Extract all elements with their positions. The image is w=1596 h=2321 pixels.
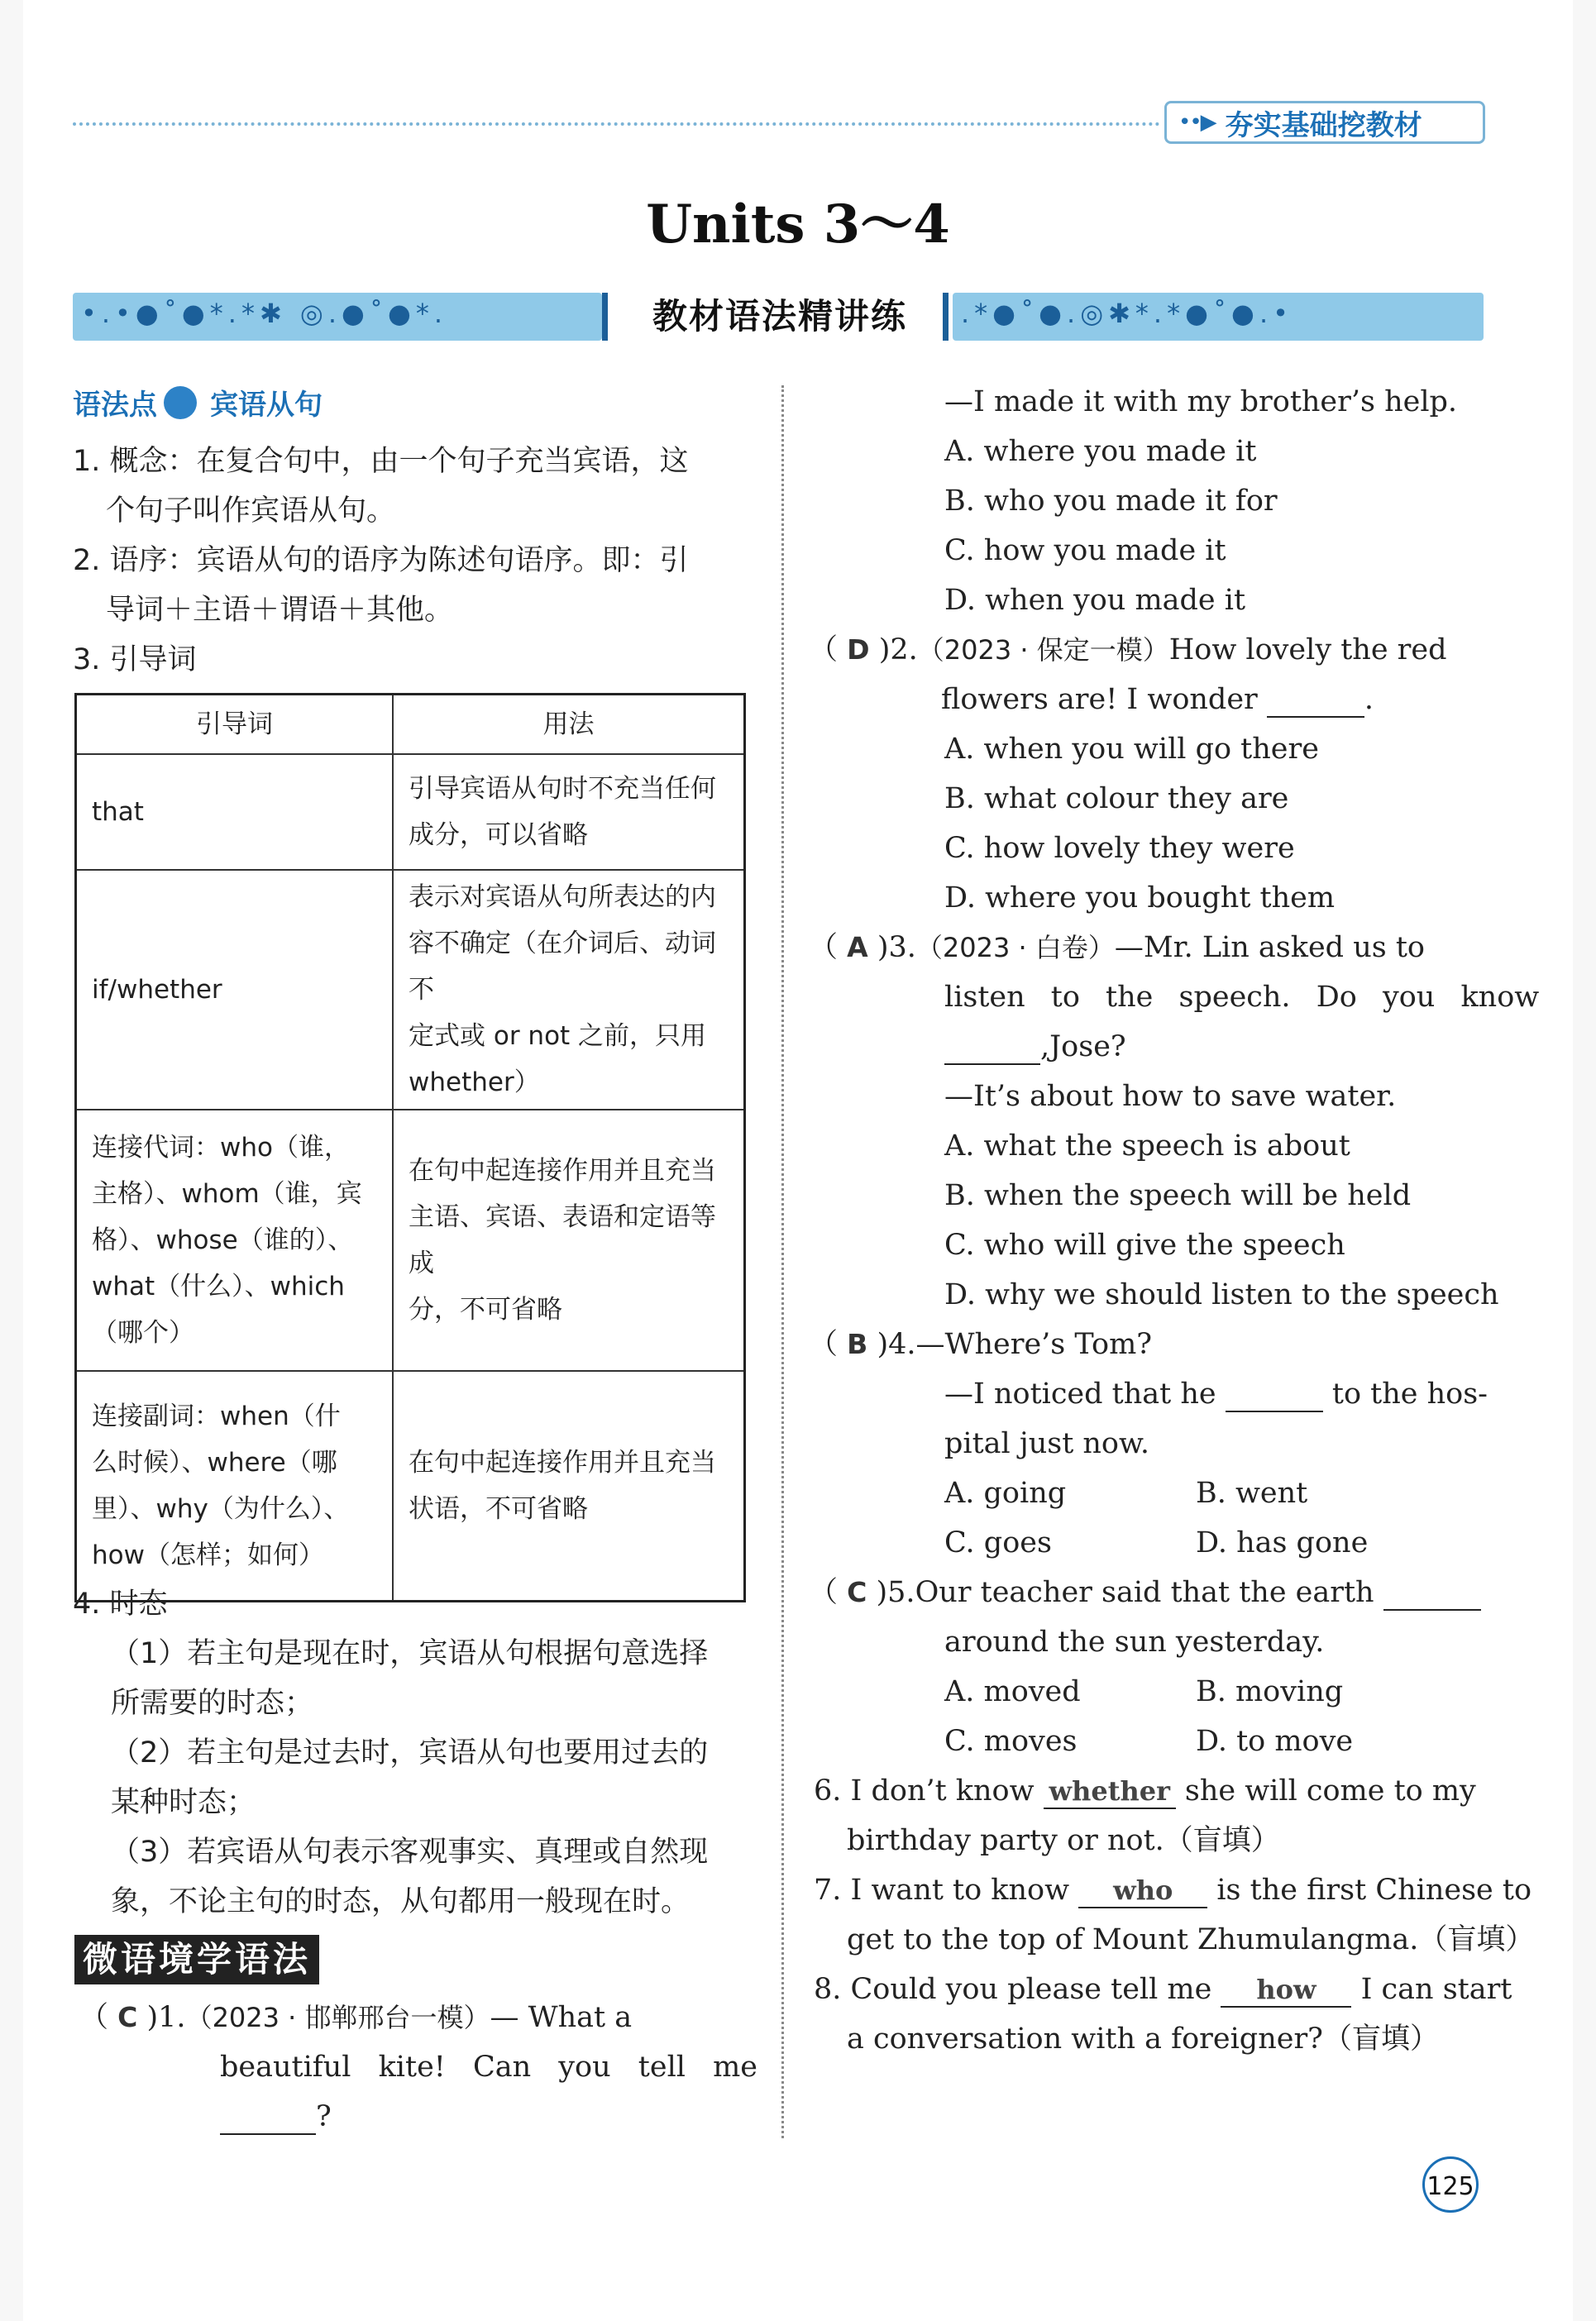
option: C. moves bbox=[944, 1725, 1078, 1758]
question-stem: How lovely the red bbox=[1168, 633, 1447, 666]
question-7-cont: get to the top of Mount Zhumulangma.（盲填） bbox=[847, 1923, 1535, 1956]
tense-rule-cont: 所需要的时态； bbox=[111, 1687, 314, 1720]
question-stem: to the hos- bbox=[1331, 1378, 1488, 1411]
section-tag-label: 夯实基础挖教材 bbox=[1225, 108, 1422, 142]
cell-line: 格）、whose（谁的）、 bbox=[92, 1225, 354, 1255]
option: C. how lovely they were bbox=[944, 832, 1295, 865]
question-stem: ,Jose? bbox=[1040, 1030, 1126, 1063]
table-header-row bbox=[76, 695, 745, 755]
grammar-point-label: 语法点 bbox=[73, 389, 157, 422]
answer-blank bbox=[1226, 1378, 1323, 1412]
question-3: （ A )3.（2023 · 白卷）—Mr. Lin asked us to bbox=[809, 931, 1425, 964]
question-stem: Our teacher said that the earth bbox=[915, 1576, 1374, 1609]
option: B. what colour they are bbox=[944, 782, 1289, 815]
answer-mark: C bbox=[117, 2001, 138, 2033]
question-3-reply: —It’s about how to save water. bbox=[944, 1080, 1397, 1113]
question-5-stem: around the sun yesterday. bbox=[944, 1626, 1325, 1659]
cell-line: 么时候）、where（哪 bbox=[92, 1447, 337, 1478]
question-stem: she will come to my bbox=[1184, 1774, 1476, 1808]
table-row bbox=[76, 1110, 745, 1371]
cell-line: 定式或 or not 之前，只用 bbox=[409, 1021, 707, 1051]
answer-blank bbox=[944, 1030, 1040, 1065]
option: A. what the speech is about bbox=[944, 1129, 1350, 1163]
option: B. who you made it for bbox=[944, 485, 1278, 518]
table-header: 用法 bbox=[393, 695, 745, 755]
cell-line: （哪个） bbox=[92, 1318, 194, 1348]
cell-line: 分，不可省略 bbox=[409, 1295, 562, 1325]
banner-divider bbox=[602, 293, 608, 341]
question-stem: —Where’s Tom? bbox=[915, 1328, 1153, 1361]
option: D. where you bought them bbox=[944, 881, 1336, 915]
question-source: （2023 · 白卷） bbox=[915, 932, 1115, 963]
answer-mark: A bbox=[847, 931, 868, 963]
question-source: （2023 · 保定一模） bbox=[917, 634, 1169, 666]
table-cell bbox=[76, 1110, 394, 1371]
section-subtitle: 微语境学语法 bbox=[74, 1935, 319, 1984]
question-8 bbox=[814, 1965, 1512, 2014]
question-stem: —I noticed that he bbox=[944, 1378, 1216, 1411]
question-6 bbox=[814, 1766, 1476, 1816]
cell-line: 连接代词：who（谁， bbox=[92, 1133, 350, 1163]
option: A. moved bbox=[944, 1675, 1081, 1708]
answer-blank bbox=[1267, 683, 1364, 718]
note-word-order: 2. 语序：宾语从句的语序为陈述句语序。即：引 bbox=[73, 544, 689, 577]
page-title: Units 3～4 bbox=[646, 193, 950, 256]
connector-table bbox=[74, 693, 746, 1602]
option: B. moving bbox=[1196, 1675, 1344, 1708]
table-cell bbox=[393, 870, 745, 1110]
cell-line: 表示对宾语从句所表达的内 bbox=[409, 882, 716, 912]
table-cell bbox=[393, 754, 745, 870]
cell-line: 引导宾语从句时不充当任何 bbox=[409, 774, 716, 804]
question-stem: 8. Could you please tell me bbox=[814, 1973, 1212, 2006]
question-6-cont: birthday party or not.（盲填） bbox=[847, 1824, 1280, 1857]
question-1-reply: —I made it with my brother’s help. bbox=[944, 385, 1458, 418]
cell-line: 在句中起连接作用并且充当 bbox=[409, 1156, 716, 1186]
question-4-stem: pital just now. bbox=[944, 1427, 1149, 1460]
table-row bbox=[76, 1371, 745, 1601]
table-cell bbox=[393, 1371, 745, 1601]
answer-mark: B bbox=[847, 1328, 868, 1360]
question-4: （ B )4.—Where’s Tom? bbox=[809, 1328, 1153, 1361]
answer-mark: C bbox=[847, 1576, 867, 1608]
table-cell bbox=[76, 1371, 394, 1601]
tense-rule: （1）若主句是现在时，宾语从句根据句意选择 bbox=[111, 1637, 709, 1670]
banner-decoration-right bbox=[953, 293, 1484, 341]
page-number: 125 bbox=[1422, 2156, 1479, 2213]
filled-answer: who bbox=[1078, 1874, 1207, 1908]
question-1: （ C )1.（2023 · 邯郸邢台一模）— What a bbox=[79, 2001, 633, 2034]
cell-line: 里）、why（为什么）、 bbox=[92, 1493, 350, 1524]
question-source: （2023 · 邯郸邢台一模） bbox=[185, 2002, 490, 2033]
grammar-point-heading bbox=[73, 382, 323, 423]
filled-answer: whether bbox=[1044, 1774, 1176, 1809]
note-concept: 1. 概念：在复合句中，由一个句子充当宾语，这 bbox=[73, 445, 689, 478]
table-header: 引导词 bbox=[76, 695, 394, 755]
banner-decoration-left bbox=[73, 293, 602, 341]
tense-rule: （2）若主句是过去时，宾语从句也要用过去的 bbox=[111, 1736, 709, 1769]
question-stem: I can start bbox=[1360, 1973, 1512, 2006]
section-tag bbox=[1164, 101, 1485, 144]
tense-heading: 4. 时态 bbox=[73, 1588, 168, 1621]
note-concept-cont: 个句子叫作宾语从句。 bbox=[106, 494, 396, 528]
question-number: )5. bbox=[876, 1576, 915, 1609]
option: C. who will give the speech bbox=[944, 1229, 1345, 1262]
option: A. where you made it bbox=[944, 435, 1257, 468]
option: A. when you will go there bbox=[944, 733, 1319, 766]
option: D. has gone bbox=[1196, 1526, 1369, 1559]
star-dots-icon: •.•●˚●*.*✱ ◎.●˚●*. bbox=[81, 298, 448, 329]
question-number: )1. bbox=[146, 2001, 186, 2034]
filled-answer: how bbox=[1221, 1973, 1351, 2008]
option: D. why we should listen to the speech bbox=[944, 1278, 1499, 1311]
question-2-stem bbox=[941, 675, 1374, 724]
question-5: （ C )5.Our teacher said that the earth bbox=[809, 1568, 1481, 1617]
cell-text: if/whether bbox=[92, 975, 222, 1005]
question-stem: ? bbox=[316, 2100, 332, 2133]
cell-line: 容不确定（在介词后、动词不 bbox=[409, 929, 716, 1005]
question-number: )2. bbox=[878, 633, 918, 666]
table-cell bbox=[393, 1110, 745, 1371]
cell-line: 成分，可以省略 bbox=[409, 820, 588, 850]
table-cell bbox=[76, 754, 394, 870]
answer-blank bbox=[1383, 1576, 1481, 1611]
tense-rule: （3）若宾语从句表示客观事实、真理或自然现 bbox=[111, 1836, 709, 1869]
cell-line: what（什么）、which bbox=[92, 1272, 345, 1301]
cell-text: that bbox=[92, 797, 144, 827]
question-1-stem: beautiful kite! Can you tell me bbox=[220, 2051, 757, 2084]
question-stem: — What a bbox=[490, 2001, 633, 2034]
option: B. went bbox=[1196, 1477, 1308, 1510]
answer-blank bbox=[220, 2100, 316, 2135]
cell-line: 连接副词：when（什 bbox=[92, 1401, 341, 1431]
cell-line: 在句中起连接作用并且充当 bbox=[409, 1447, 716, 1478]
question-3-blank bbox=[944, 1022, 1126, 1072]
question-stem: is the first Chinese to bbox=[1216, 1874, 1532, 1907]
option: D. when you made it bbox=[944, 584, 1246, 617]
tense-rule-cont: 某种时态； bbox=[111, 1786, 256, 1819]
tense-rule-cont: 象，不论主句的时态，从句都用一般现在时。 bbox=[111, 1885, 690, 1918]
question-3-stem: listen to the speech. Do you know bbox=[944, 981, 1540, 1014]
question-2: （ D )2.（2023 · 保定一模）How lovely the red bbox=[809, 633, 1447, 666]
cell-line: 主格）、whom（谁，宾 bbox=[92, 1179, 362, 1209]
question-7 bbox=[814, 1865, 1531, 1915]
question-4-stem bbox=[944, 1369, 1488, 1419]
note-word-order-cont: 导词＋主语＋谓语＋其他。 bbox=[106, 594, 454, 627]
star-dots-icon: .*●˚●.◎✱*.*●˚●.• bbox=[961, 298, 1293, 329]
column-divider bbox=[781, 385, 784, 2138]
cell-line: whether） bbox=[409, 1067, 540, 1097]
header-dotted-line bbox=[73, 122, 1160, 126]
answer-mark: D bbox=[847, 633, 870, 666]
question-stem: flowers are! I wonder bbox=[941, 683, 1258, 716]
cell-line: how（怎样；如何） bbox=[92, 1540, 324, 1570]
arrow-icon: ••▶ bbox=[1178, 110, 1216, 135]
question-1-blank bbox=[220, 2092, 332, 2142]
question-number: )4. bbox=[877, 1328, 916, 1361]
option: C. goes bbox=[944, 1526, 1052, 1559]
option: B. when the speech will be held bbox=[944, 1179, 1412, 1212]
question-stem: . bbox=[1364, 683, 1374, 716]
table-row bbox=[76, 754, 745, 870]
cell-line: 主语、宾语、表语和定语等成 bbox=[409, 1202, 716, 1278]
cell-line: 状语，不可省略 bbox=[409, 1493, 588, 1524]
question-stem: —Mr. Lin asked us to bbox=[1114, 931, 1425, 964]
note-connectors: 3. 引导词 bbox=[73, 643, 197, 676]
table-cell bbox=[76, 870, 394, 1110]
question-number: )3. bbox=[877, 931, 916, 964]
question-8-cont: a conversation with a foreigner?（盲填） bbox=[847, 2023, 1439, 2056]
banner-title: 教材语法精讲练 bbox=[652, 296, 907, 337]
table-row bbox=[76, 870, 745, 1110]
grammar-point-topic: 宾语从句 bbox=[210, 389, 323, 422]
banner-divider bbox=[943, 293, 949, 341]
question-stem: 6. I don’t know bbox=[814, 1774, 1035, 1808]
option: C. how you made it bbox=[944, 534, 1226, 567]
option: D. to move bbox=[1196, 1725, 1354, 1758]
option: A. going bbox=[944, 1477, 1067, 1510]
question-stem: 7. I want to know bbox=[814, 1874, 1070, 1907]
circle-icon bbox=[164, 386, 197, 419]
